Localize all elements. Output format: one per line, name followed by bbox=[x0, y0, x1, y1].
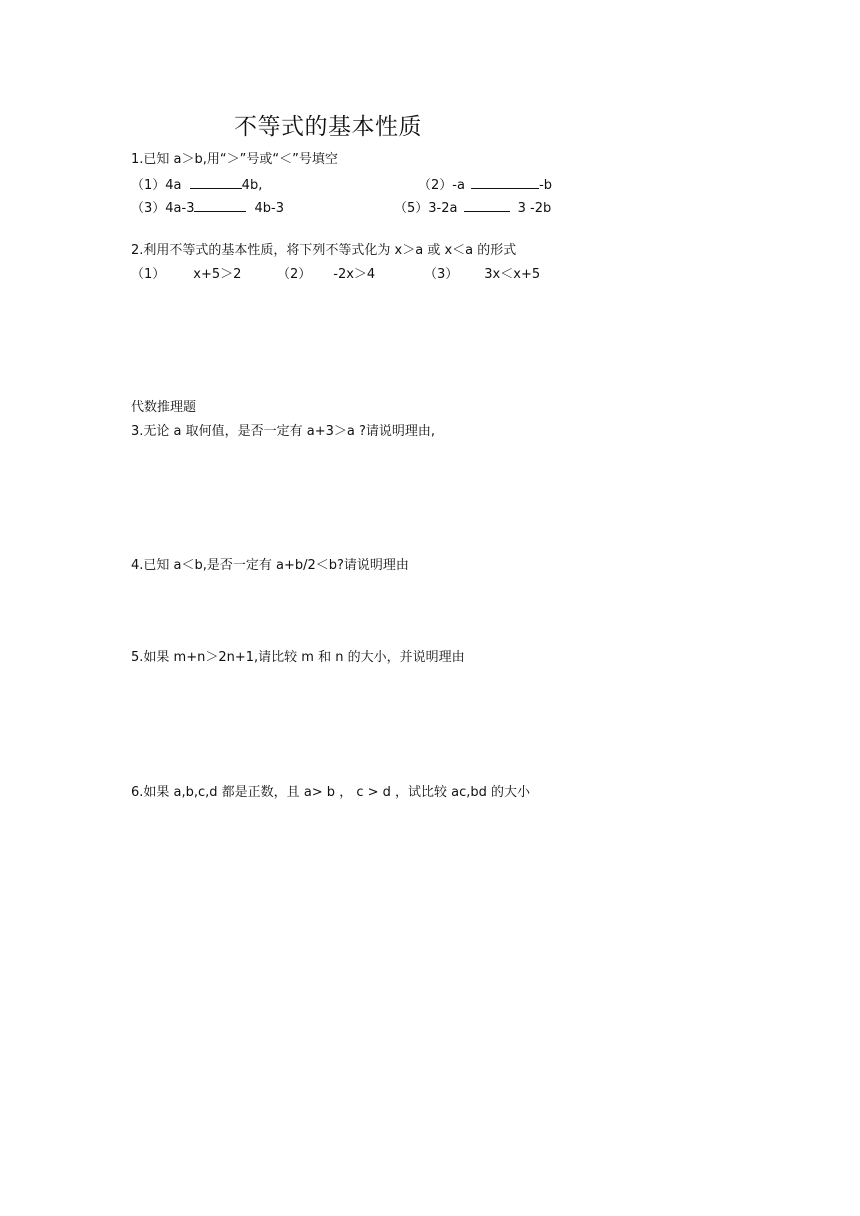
q2-stem: 2.利用不等式的基本性质，将下列不等式化为 x＞a 或 x＜a 的形式 bbox=[131, 243, 517, 258]
q1-part5-blank[interactable] bbox=[464, 199, 510, 212]
q2-item2-expr: -2x＞4 bbox=[333, 267, 376, 282]
q1-part5-left: 3-2a bbox=[428, 201, 458, 216]
q1-part3-label: （3） bbox=[131, 201, 166, 216]
section-heading: 代数推理题 bbox=[131, 400, 197, 415]
q1-part2-label: （2） bbox=[418, 178, 453, 193]
q5-text: 5.如果 m+n＞2n+1,请比较 m 和 n 的大小，并说明理由 bbox=[131, 650, 465, 665]
q1-part1-right: 4b, bbox=[241, 178, 263, 193]
q2-item1 bbox=[131, 267, 241, 283]
q1-stem: 1.已知 a＞b,用“＞”号或“＜”号填空 bbox=[131, 152, 338, 167]
q2-item3 bbox=[424, 267, 540, 283]
q1-part2-left: -a bbox=[452, 178, 465, 193]
q1-part3-blank[interactable] bbox=[194, 199, 246, 212]
q1-part3 bbox=[131, 199, 284, 217]
q1-part1 bbox=[131, 176, 262, 194]
q2-item2-label: （2） bbox=[277, 267, 312, 282]
page-title: 不等式的基本性质 bbox=[234, 114, 422, 140]
q2-item1-expr: x+5＞2 bbox=[193, 267, 242, 282]
q4-text: 4.已知 a＜b,是否一定有 a+b/2＜b?请说明理由 bbox=[131, 558, 409, 573]
q1-part1-blank[interactable] bbox=[190, 176, 242, 189]
q1-part5 bbox=[394, 199, 551, 217]
q2-item2 bbox=[277, 267, 375, 283]
q1-part2-right: -b bbox=[539, 178, 553, 193]
q6-text: 6.如果 a,b,c,d 都是正数，且 a> b ， c > d ，试比较 ac,bd 的大小 bbox=[131, 785, 531, 800]
q3-text: 3.无论 a 取何值，是否一定有 a+3＞a ?请说明理由, bbox=[131, 424, 436, 439]
q1-part2 bbox=[418, 176, 552, 194]
q2-item3-expr: 3x＜x+5 bbox=[484, 267, 541, 282]
q1-part5-right: 3 -2b bbox=[517, 201, 552, 216]
q1-part5-label: （5） bbox=[394, 201, 429, 216]
q1-part1-left: 4a bbox=[165, 178, 182, 193]
q1-part3-right: 4b-3 bbox=[254, 201, 284, 216]
q2-item3-label: （3） bbox=[424, 267, 459, 282]
q1-part1-label: （1） bbox=[131, 178, 166, 193]
q1-part3-left: 4a-3 bbox=[165, 201, 195, 216]
q1-part2-blank[interactable] bbox=[471, 176, 539, 189]
q2-item1-label: （1） bbox=[131, 267, 166, 282]
